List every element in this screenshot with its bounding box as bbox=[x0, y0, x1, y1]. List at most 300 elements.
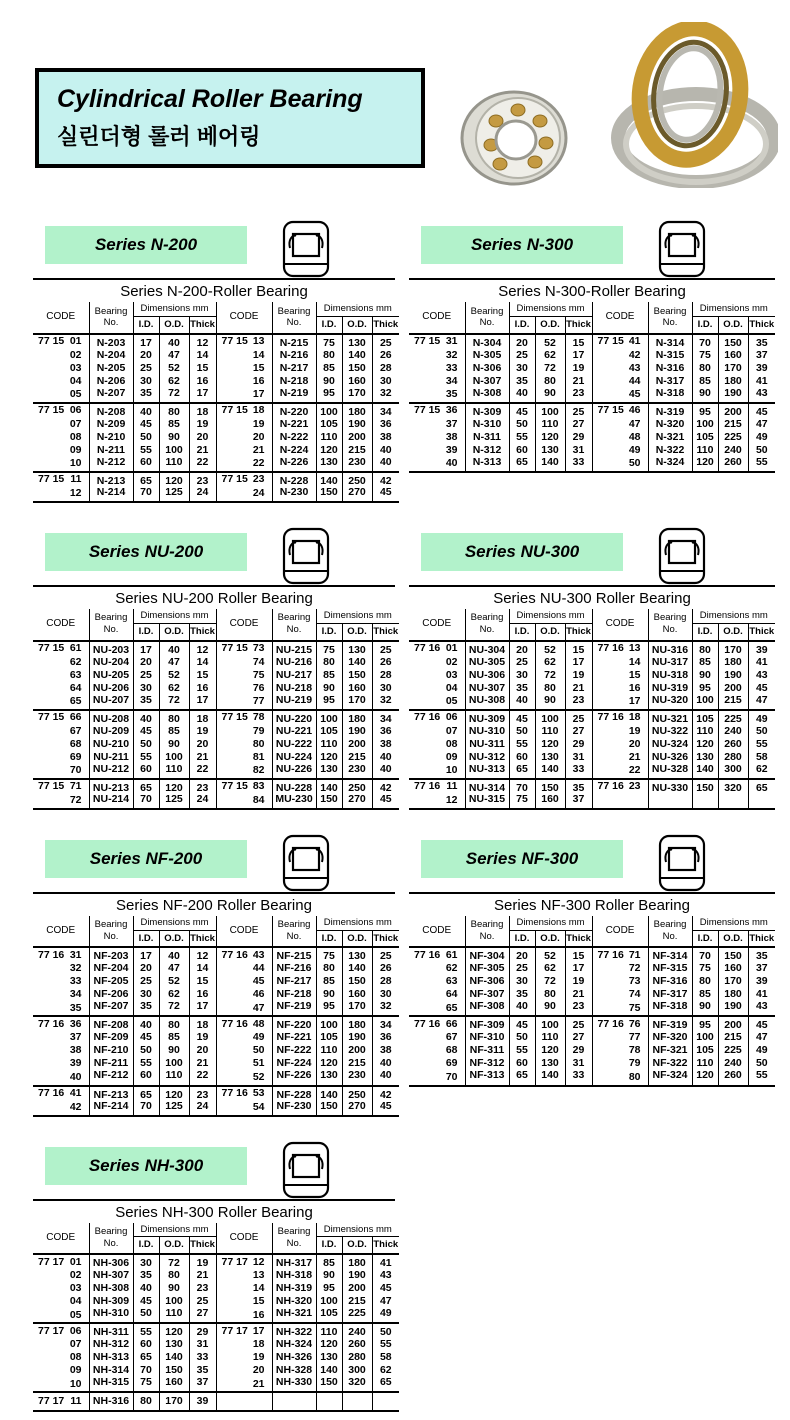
code-cell bbox=[33, 1351, 89, 1364]
column-header-thick: Thick bbox=[189, 930, 216, 947]
id-cell: 35 bbox=[133, 1001, 159, 1016]
code-text bbox=[38, 1102, 82, 1113]
id-cell: 17 bbox=[133, 947, 159, 962]
code-cell bbox=[409, 1057, 465, 1070]
id-cell: 95 bbox=[692, 1016, 718, 1031]
id-cell: 75 bbox=[133, 1377, 159, 1392]
code-cell bbox=[33, 1377, 89, 1392]
id-cell: 110 bbox=[692, 725, 718, 738]
thick-cell: 45 bbox=[372, 1101, 399, 1116]
od-cell: 90 bbox=[159, 1044, 189, 1057]
column-header-dimensions: Dimensions mm bbox=[316, 302, 399, 316]
thick-cell: 39 bbox=[748, 362, 775, 375]
id-cell: 95 bbox=[692, 403, 718, 418]
bearing-no-cell: N-220 bbox=[272, 403, 316, 418]
code-prefix: 77 15 bbox=[38, 473, 65, 486]
od-cell: 72 bbox=[535, 975, 565, 988]
row-group-2 bbox=[409, 710, 775, 779]
id-cell: 25 bbox=[509, 349, 535, 362]
od-cell: 250 bbox=[342, 779, 372, 794]
code-suffix: 15 bbox=[252, 1295, 265, 1308]
od-cell: 47 bbox=[159, 962, 189, 975]
code-suffix: 17 bbox=[628, 695, 641, 708]
code-text bbox=[414, 363, 458, 374]
code-cell bbox=[216, 669, 272, 682]
code-cell bbox=[33, 1392, 89, 1411]
column-header-thick: Thick bbox=[565, 930, 592, 947]
thick-cell: 21 bbox=[189, 1057, 216, 1070]
id-cell: 45 bbox=[509, 710, 535, 725]
table-row bbox=[409, 444, 775, 457]
code-text bbox=[598, 1019, 641, 1030]
code-suffix: 43 bbox=[252, 948, 265, 961]
bearing-no-cell: N-230 bbox=[272, 487, 316, 502]
od-cell: 150 bbox=[342, 362, 372, 375]
code-suffix: 11 bbox=[70, 1395, 82, 1408]
code-cell bbox=[33, 334, 89, 349]
code-text bbox=[598, 363, 641, 374]
code-suffix: 03 bbox=[445, 668, 458, 681]
id-cell: 30 bbox=[133, 682, 159, 695]
table-row bbox=[33, 641, 399, 656]
table-row bbox=[33, 1364, 399, 1377]
code-suffix: 41 bbox=[69, 1087, 82, 1099]
thick-cell: 49 bbox=[748, 1044, 775, 1057]
id-cell: 55 bbox=[133, 1057, 159, 1070]
id-cell: 40 bbox=[509, 388, 535, 403]
bearing-no-cell: NU-214 bbox=[89, 794, 133, 809]
id-cell: 105 bbox=[692, 1044, 718, 1057]
column-header-thick: Thick bbox=[748, 316, 775, 333]
id-cell: 25 bbox=[133, 669, 159, 682]
thick-cell: 19 bbox=[565, 669, 592, 682]
row-group-1 bbox=[33, 1254, 399, 1323]
row-group-1 bbox=[33, 947, 399, 1016]
thick-cell: 42 bbox=[372, 1086, 399, 1101]
od-cell: 100 bbox=[535, 403, 565, 418]
code-text bbox=[38, 474, 82, 485]
column-header-id: I.D. bbox=[133, 316, 159, 333]
code-suffix: 05 bbox=[445, 695, 458, 708]
table-row bbox=[409, 1070, 775, 1085]
id-cell: 60 bbox=[133, 457, 159, 472]
table-row bbox=[409, 388, 775, 403]
code-cell bbox=[592, 751, 648, 764]
thick-cell: 29 bbox=[565, 738, 592, 751]
od-cell: 72 bbox=[535, 669, 565, 682]
bearing-no-cell: NH-328 bbox=[272, 1364, 316, 1377]
od-cell: 200 bbox=[718, 682, 748, 695]
thick-cell: 50 bbox=[372, 1323, 399, 1338]
code-cell bbox=[216, 988, 272, 1001]
od-cell: 72 bbox=[159, 1254, 189, 1269]
code-suffix: 41 bbox=[628, 335, 641, 348]
table-row bbox=[409, 988, 775, 1001]
thick-cell: 17 bbox=[189, 388, 216, 403]
code-text bbox=[222, 670, 265, 681]
code-suffix: 20 bbox=[628, 737, 641, 750]
series-label-n-200 bbox=[45, 226, 247, 264]
bearing-no-cell: NU-217 bbox=[272, 669, 316, 682]
code-text bbox=[38, 458, 82, 469]
code-cell bbox=[216, 641, 272, 656]
bearing-no-cell: NU-311 bbox=[465, 738, 509, 751]
row-group-1 bbox=[409, 641, 775, 710]
row-group-1 bbox=[33, 334, 399, 403]
table-row bbox=[33, 1351, 399, 1364]
id-cell: 55 bbox=[133, 751, 159, 764]
code-prefix: 77 15 bbox=[38, 642, 65, 655]
thick-cell: 65 bbox=[748, 779, 775, 794]
thick-cell: 29 bbox=[565, 1044, 592, 1057]
code-suffix: 62 bbox=[69, 655, 82, 668]
table-head bbox=[33, 302, 399, 334]
column-header-thick: Thick bbox=[189, 623, 216, 640]
od-cell: 150 bbox=[342, 669, 372, 682]
roller-bearing-table-nu-300 bbox=[409, 609, 775, 810]
code-cell bbox=[33, 388, 89, 403]
od-cell: 90 bbox=[535, 1001, 565, 1016]
column-header-id: I.D. bbox=[509, 623, 535, 640]
od-cell: 62 bbox=[159, 682, 189, 695]
thick-cell: 55 bbox=[372, 1338, 399, 1351]
code-suffix: 21 bbox=[252, 443, 265, 456]
code-text bbox=[222, 1058, 265, 1069]
od-cell: 160 bbox=[718, 349, 748, 362]
code-text bbox=[414, 989, 458, 1000]
od-cell: 280 bbox=[718, 751, 748, 764]
bearing-no-cell: N-305 bbox=[465, 349, 509, 362]
id-cell: 105 bbox=[692, 710, 718, 725]
code-text bbox=[38, 376, 82, 387]
od-cell: 150 bbox=[718, 334, 748, 349]
bearing-no-cell: NU-314 bbox=[465, 779, 509, 794]
id-cell: 105 bbox=[316, 1308, 342, 1323]
row-group-3 bbox=[33, 779, 399, 809]
column-header-od: O.D. bbox=[159, 930, 189, 947]
column-header-code: CODE bbox=[216, 1223, 272, 1255]
code-cell bbox=[33, 1057, 89, 1070]
code-text bbox=[222, 1310, 265, 1321]
id-cell: 60 bbox=[133, 1338, 159, 1351]
code-cell bbox=[216, 947, 272, 962]
code-cell bbox=[592, 738, 648, 751]
od-cell: 160 bbox=[718, 962, 748, 975]
code-suffix: 14 bbox=[628, 655, 641, 668]
header-row-1 bbox=[33, 609, 399, 623]
code-cell bbox=[216, 418, 272, 431]
column-header-od: O.D. bbox=[718, 316, 748, 333]
od-cell: 110 bbox=[159, 764, 189, 779]
table-title-nh-300: Series NH-300 Roller Bearing bbox=[33, 1199, 395, 1223]
column-header-code: CODE bbox=[592, 609, 648, 641]
thick-cell: 16 bbox=[189, 988, 216, 1001]
id-cell: 55 bbox=[509, 738, 535, 751]
thick-cell: 12 bbox=[189, 641, 216, 656]
id-cell: 25 bbox=[133, 362, 159, 375]
column-header-thick: Thick bbox=[565, 316, 592, 333]
table-row bbox=[33, 1308, 399, 1323]
thick-cell: 17 bbox=[565, 962, 592, 975]
column-header-dimensions: Dimensions mm bbox=[509, 609, 592, 623]
code-suffix: 04 bbox=[445, 681, 458, 694]
code-suffix: 66 bbox=[445, 1017, 458, 1030]
thick-cell: 25 bbox=[565, 710, 592, 725]
od-cell: 100 bbox=[535, 710, 565, 725]
thick-cell: 43 bbox=[748, 388, 775, 403]
code-suffix: 64 bbox=[445, 988, 458, 1001]
code-cell bbox=[33, 1364, 89, 1377]
bearing-cross-section-icon bbox=[281, 527, 331, 585]
code-suffix: 22 bbox=[628, 764, 641, 777]
bearing-no-cell: NU-209 bbox=[89, 725, 133, 738]
code-text bbox=[38, 389, 82, 400]
od-cell: 230 bbox=[342, 764, 372, 779]
code-suffix: 10 bbox=[69, 1377, 82, 1390]
series-label-text: Series NU-300 bbox=[464, 541, 580, 561]
table-row bbox=[33, 669, 399, 682]
series-label-nf-300 bbox=[421, 840, 623, 878]
code-suffix: 20 bbox=[252, 1364, 265, 1377]
id-cell: 50 bbox=[133, 738, 159, 751]
column-header-od: O.D. bbox=[535, 623, 565, 640]
code-suffix: 04 bbox=[69, 374, 82, 387]
thick-cell: 39 bbox=[189, 1392, 216, 1411]
code-text bbox=[222, 781, 265, 792]
table-row bbox=[409, 794, 775, 809]
thick-cell: 45 bbox=[748, 1016, 775, 1031]
thick-cell: 33 bbox=[565, 764, 592, 779]
section-n-200 bbox=[33, 220, 399, 503]
code-text bbox=[598, 336, 641, 347]
table-title-nu-300: Series NU-300 Roller Bearing bbox=[409, 585, 775, 609]
code-suffix: 36 bbox=[445, 404, 458, 417]
od-cell: 40 bbox=[159, 947, 189, 962]
thick-cell: 47 bbox=[748, 1031, 775, 1044]
id-cell: 30 bbox=[509, 362, 535, 375]
od-cell: 270 bbox=[342, 1101, 372, 1116]
od-cell: 90 bbox=[159, 738, 189, 751]
bearing-no-cell: NH-317 bbox=[272, 1254, 316, 1269]
od-cell: 80 bbox=[159, 1269, 189, 1282]
bearing-no-cell: NU-310 bbox=[465, 725, 509, 738]
id-cell: 100 bbox=[316, 403, 342, 418]
table-wrap-nf-200 bbox=[33, 892, 399, 1117]
od-cell: 280 bbox=[342, 1351, 372, 1364]
id-cell: 80 bbox=[316, 656, 342, 669]
bearing-no-cell: NF-220 bbox=[272, 1016, 316, 1031]
code-text bbox=[38, 989, 82, 1000]
thick-cell: 40 bbox=[372, 764, 399, 779]
column-header-dimensions: Dimensions mm bbox=[316, 1223, 399, 1237]
code-text bbox=[222, 1088, 265, 1099]
table-row bbox=[409, 349, 775, 362]
code-text bbox=[38, 1379, 82, 1390]
thick-cell: 30 bbox=[372, 375, 399, 388]
code-text bbox=[38, 643, 82, 654]
table-row bbox=[33, 444, 399, 457]
code-text bbox=[38, 1270, 82, 1281]
table-row bbox=[33, 1282, 399, 1295]
column-header-dimensions: Dimensions mm bbox=[133, 916, 216, 930]
table-row bbox=[33, 988, 399, 1001]
code-cell bbox=[33, 472, 89, 487]
column-header-code: CODE bbox=[216, 609, 272, 641]
id-cell: 30 bbox=[509, 975, 535, 988]
id-cell: 140 bbox=[692, 764, 718, 779]
bearing-no-cell: NU-221 bbox=[272, 725, 316, 738]
thick-cell: 28 bbox=[372, 975, 399, 988]
bearing-no-cell: NH-318 bbox=[272, 1269, 316, 1282]
code-text bbox=[222, 1032, 265, 1043]
thick-cell: 20 bbox=[189, 1044, 216, 1057]
id-cell: 80 bbox=[316, 349, 342, 362]
id-cell: 100 bbox=[692, 1031, 718, 1044]
code-cell bbox=[216, 751, 272, 764]
row-group-2 bbox=[409, 403, 775, 472]
bearing-no-cell: N-214 bbox=[89, 487, 133, 502]
id-cell: 95 bbox=[316, 695, 342, 710]
id-cell: 110 bbox=[316, 431, 342, 444]
thick-cell: 58 bbox=[372, 1351, 399, 1364]
thick-cell: 62 bbox=[748, 764, 775, 779]
od-cell: 215 bbox=[342, 1057, 372, 1070]
table-row bbox=[33, 764, 399, 779]
od-cell: 200 bbox=[718, 403, 748, 418]
id-cell: 20 bbox=[509, 334, 535, 349]
thick-cell: 26 bbox=[372, 656, 399, 669]
id-cell: 130 bbox=[316, 764, 342, 779]
code-text bbox=[222, 445, 265, 456]
code-cell bbox=[216, 764, 272, 779]
bearing-no-cell: N-311 bbox=[465, 431, 509, 444]
code-suffix: 18 bbox=[252, 1338, 265, 1351]
code-cell bbox=[592, 1070, 648, 1085]
code-text bbox=[598, 765, 641, 776]
code-suffix: 37 bbox=[445, 417, 458, 430]
thick-cell: 15 bbox=[189, 975, 216, 988]
id-cell: 40 bbox=[509, 1001, 535, 1016]
code-cell bbox=[592, 710, 648, 725]
code-text bbox=[414, 376, 458, 387]
bearing-no-cell: NU-211 bbox=[89, 751, 133, 764]
code-text bbox=[38, 336, 82, 347]
code-prefix: 77 15 bbox=[221, 780, 248, 793]
column-header-thick: Thick bbox=[565, 623, 592, 640]
id-cell: 90 bbox=[316, 375, 342, 388]
thick-cell: 65 bbox=[372, 1377, 399, 1392]
bearing-no-cell: NH-315 bbox=[89, 1377, 133, 1392]
bearing-no-cell: N-304 bbox=[465, 334, 509, 349]
code-text bbox=[222, 683, 265, 694]
table-row bbox=[409, 641, 775, 656]
code-text bbox=[414, 643, 458, 654]
bearing-no-cell: N-318 bbox=[648, 388, 692, 403]
id-cell: 60 bbox=[133, 764, 159, 779]
code-cell bbox=[592, 669, 648, 682]
code-cell bbox=[216, 656, 272, 669]
code-text bbox=[222, 376, 265, 387]
thick-cell: 34 bbox=[372, 710, 399, 725]
thick-cell: 19 bbox=[565, 975, 592, 988]
code-cell bbox=[33, 1016, 89, 1031]
od-cell: 200 bbox=[342, 1282, 372, 1295]
id-cell: 65 bbox=[133, 1351, 159, 1364]
od-cell: 52 bbox=[535, 641, 565, 656]
code-suffix: 16 bbox=[628, 681, 641, 694]
code-prefix: 77 16 bbox=[38, 948, 65, 961]
code-text bbox=[38, 781, 82, 792]
od-cell: 120 bbox=[159, 1323, 189, 1338]
series-label-text: Series NH-300 bbox=[88, 1155, 204, 1175]
bearing-no-cell: N-210 bbox=[89, 431, 133, 444]
code-suffix: 12 bbox=[445, 794, 458, 807]
row-group-2 bbox=[33, 710, 399, 779]
code-text bbox=[414, 1019, 458, 1030]
code-cell bbox=[216, 487, 272, 502]
table-row bbox=[33, 487, 399, 502]
thick-cell: 31 bbox=[565, 444, 592, 457]
id-cell: 30 bbox=[133, 375, 159, 388]
code-cell bbox=[216, 1070, 272, 1085]
table-row bbox=[409, 779, 775, 794]
column-header-dimensions: Dimensions mm bbox=[509, 302, 592, 316]
od-cell: 120 bbox=[535, 1044, 565, 1057]
id-cell: 150 bbox=[316, 487, 342, 502]
code-text bbox=[222, 739, 265, 750]
column-header-dimensions: Dimensions mm bbox=[509, 916, 592, 930]
code-text bbox=[598, 643, 641, 654]
code-text bbox=[38, 696, 82, 707]
code-text bbox=[414, 1045, 458, 1056]
code-text bbox=[38, 950, 82, 961]
code-text bbox=[414, 419, 458, 430]
thick-cell: 19 bbox=[189, 418, 216, 431]
code-suffix: 06 bbox=[69, 1324, 82, 1337]
sections-grid bbox=[33, 220, 790, 1412]
bearing-no-cell: NU-324 bbox=[648, 738, 692, 751]
od-cell: 260 bbox=[718, 457, 748, 472]
bearing-no-cell: NF-324 bbox=[648, 1070, 692, 1085]
bearing-no-cell: N-307 bbox=[465, 375, 509, 388]
od-cell: 130 bbox=[535, 444, 565, 457]
code-cell bbox=[216, 1295, 272, 1308]
bearing-no-cell: NF-224 bbox=[272, 1057, 316, 1070]
code-cell bbox=[409, 710, 465, 725]
code-prefix: 77 16 bbox=[221, 948, 248, 961]
code-cell bbox=[216, 1323, 272, 1338]
code-text bbox=[222, 1003, 265, 1014]
code-suffix: 12 bbox=[252, 1255, 265, 1268]
thick-cell: 25 bbox=[565, 403, 592, 418]
thick-cell: 19 bbox=[189, 1254, 216, 1269]
table-row bbox=[33, 1377, 399, 1392]
thick-cell bbox=[748, 794, 775, 809]
od-cell: 180 bbox=[342, 1254, 372, 1269]
code-text bbox=[414, 405, 458, 416]
id-cell: 45 bbox=[133, 1295, 159, 1308]
code-suffix: 19 bbox=[252, 1351, 265, 1364]
code-cell bbox=[409, 962, 465, 975]
header-row-1 bbox=[33, 1223, 399, 1237]
code-cell bbox=[33, 1269, 89, 1282]
bearing-no-cell: NF-204 bbox=[89, 962, 133, 975]
bearing-no-cell: NF-218 bbox=[272, 988, 316, 1001]
code-text bbox=[598, 419, 641, 430]
code-text bbox=[222, 389, 265, 400]
id-cell: 100 bbox=[316, 1016, 342, 1031]
bearing-no-cell: NF-320 bbox=[648, 1031, 692, 1044]
